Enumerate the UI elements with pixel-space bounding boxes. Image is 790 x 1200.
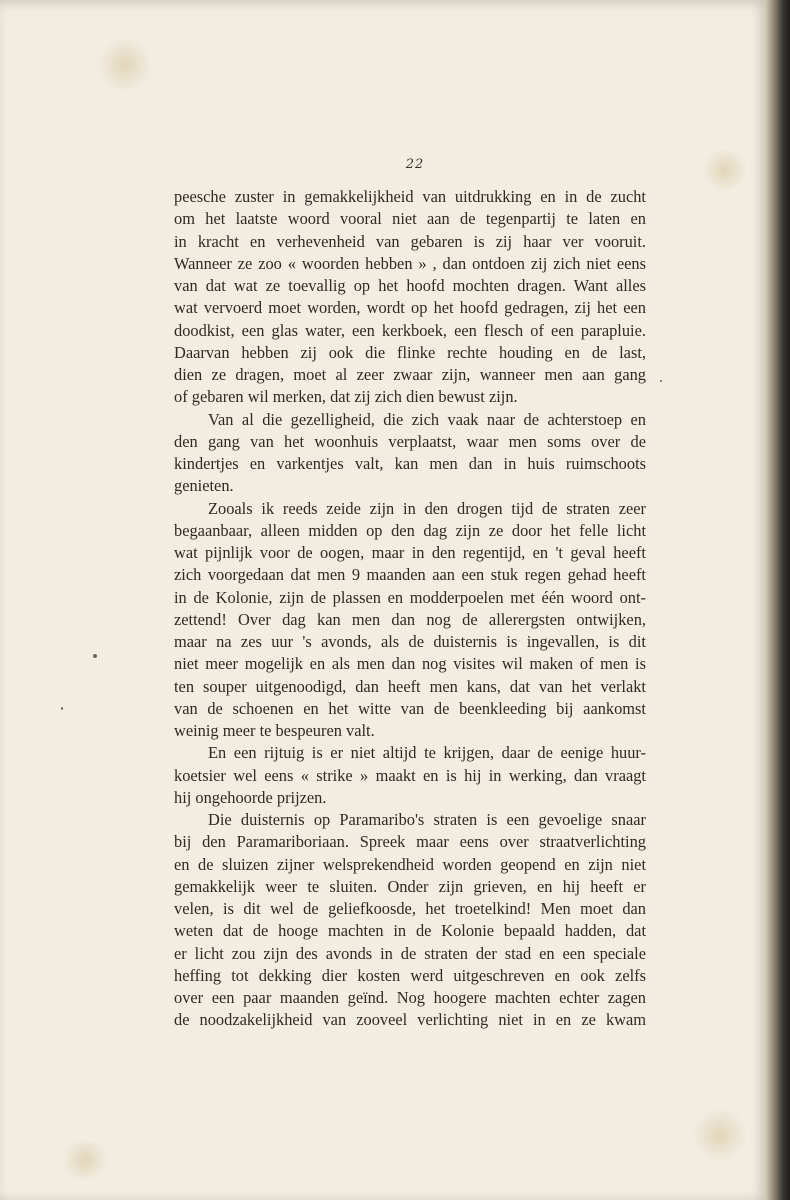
text-line: van dat wat ze toevallig op het hoofd mochten dragen. Want alles <box>174 276 646 295</box>
text-line: in de Kolonie, zijn de plassen en modderpoelen met één woord ont- <box>174 587 646 607</box>
text-line: doodkist, een glas water, een kerkboek, een flesch of een parapluie. <box>174 320 646 340</box>
text-line: in kracht en verhevenheid van gebaren is zij haar ver vooruit. <box>174 231 646 251</box>
text-line: maar na zes uur 's avonds, als de duisternis is ingevallen, is dit <box>174 632 646 651</box>
paper-speck <box>61 707 63 710</box>
text-line: de noodzakelijkheid van zooveel verlichting niet in en ze kwam <box>174 1010 646 1030</box>
text-line: weinig meer te bespeuren valt. <box>174 721 375 740</box>
book-binding-edge <box>766 0 790 1200</box>
text-line: zich voorgedaan dat men 9 maanden aan een stuk regen gehad heeft <box>174 565 646 585</box>
text-line: weten dat de hooge machten in de Kolonie bepaald hadden, dat <box>174 921 646 941</box>
text-line: Daarvan hebben zij ook die flinke rechte houding en de last, <box>174 342 646 362</box>
text-line: den gang van het woonhuis verplaatst, waar men soms over de <box>174 431 646 451</box>
text-line: Wanneer ze zoo « woorden hebben » , dan ontdoen zij zich niet eens <box>174 253 646 273</box>
text-line: begaanbaar, alleen midden op den dag zijn ze door het felle licht <box>174 520 646 540</box>
text-line: niet meer mogelijk en als men dan nog visites wil maken of men is <box>174 654 646 674</box>
text-line: bij den Paramariboriaan. Spreek maar eens over straatverlichting <box>174 832 646 852</box>
text-line: genieten. <box>174 476 234 496</box>
text-line: of gebaren wil merken, dat zij zich dien bewust zijn. <box>174 387 518 407</box>
text-line: heffing tot dekking dier kosten werd uitgeschreven en ook zelfs <box>174 965 646 985</box>
text-line: koetsier wel eens « strike » maakt en is hij in werking, dan vraagt <box>174 765 646 785</box>
paper-stain <box>95 40 155 90</box>
text-line: Van al die gezelligheid, die zich vaak naar de achterstoep en <box>208 409 646 429</box>
text-line: dien ze dragen, moet al zeer zwaar zijn, wanneer men aan gang <box>174 365 646 384</box>
text-line: ten souper uitgenoodigd, dan heeft men kans, dat van het verlakt <box>174 676 646 696</box>
text-line: velen, is dit wel de geliefkoosde, het troetelkind! Men moet dan <box>174 899 646 918</box>
paper-stain <box>60 1140 110 1180</box>
text-line: over een paar maanden geïnd. Nog hoogere machten echter zagen <box>174 988 646 1007</box>
text-line: wat pijnlijk voor de oogen, maar in den regentijd, en 't geval heeft <box>174 543 646 562</box>
text-line: hij ongehoorde prijzen. <box>174 787 327 807</box>
paper-speck <box>93 654 97 658</box>
text-line: En een rijtuig is er niet altijd te krijgen, daar de eenige huur- <box>208 743 646 763</box>
text-line: Zooals ik reeds zeide zijn in den drogen tijd de straten zeer <box>208 498 646 518</box>
text-line: van de schoenen en het witte van de beenkleeding bij aankomst <box>174 698 646 718</box>
text-line: en de sluizen zijner welsprekendheid worden geopend en zijn niet <box>174 854 646 874</box>
text-line: wat vervoerd moet worden, wordt op het hoofd gedragen, zij het een <box>174 298 646 318</box>
paper-stain <box>690 1110 750 1160</box>
text-line: om het laatste woord vooral niet aan de tegenpartij te laten en <box>174 209 646 229</box>
text-line: er licht zou zijn des avonds in de straten der stad en een speciale <box>174 943 646 963</box>
text-line: peesche zuster in gemakkelijkheid van uitdrukking en in de zucht <box>174 187 646 206</box>
text-line: Die duisternis op Paramaribo's straten is een gevoelige snaar <box>208 810 646 829</box>
text-line: gemakkelijk weer te sluiten. Onder zijn grieven, en hij heeft er <box>174 876 646 896</box>
text-line: kindertjes en varkentjes valt, kan men dan in huis ruimschoots <box>174 454 646 473</box>
body-text <box>174 186 646 1032</box>
text-line: zettend! Over dag kan men dan nog de allerergsten ontwijken, <box>174 609 646 629</box>
paper-speck <box>660 380 662 382</box>
page-number: 22 <box>405 157 425 172</box>
